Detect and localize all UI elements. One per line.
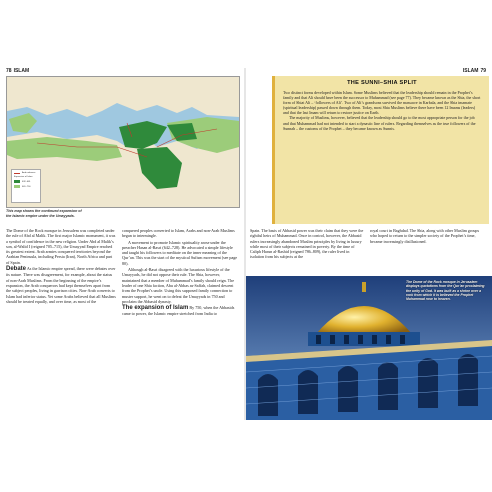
- legend-label: Expansion of Islam: [14, 176, 33, 178]
- paragraph: conquered peoples converted to Islam, Arabs and non-Arab Muslims began to intermingle.: [122, 228, 235, 239]
- section-heading-expansion: [122, 305, 188, 311]
- box-text: [283, 90, 481, 131]
- map-region-levant: [119, 121, 167, 149]
- right-page: [246, 68, 492, 420]
- legend-item: [14, 172, 38, 174]
- left-running-head: [6, 68, 29, 74]
- paragraph: Although al-Basri disagreed with the luxurious lifestyle of the Umayyads, he did not oppose their rule. The Shia, however, maintained that a member of Muhammad’s family should reign. The leader of one Shia faction, Abu al-Abbas as-Saffah, claimed descent from the Prophet’s uncle. Using this supposed family connection to muster support, he went on to defeat the Umayyads in 750 and proclaim the Abbasid dynasty.: [122, 267, 235, 304]
- legend-label: 661–750: [22, 185, 31, 188]
- box-title: THE SUNNI–SHIA SPLIT: [347, 80, 417, 86]
- map-legend: [11, 169, 41, 203]
- map-graphic: [7, 77, 239, 207]
- box-paragraph: The majority of Muslims, however, believed that the leadership should go to the most appropriate person for the job and that Muhammad had not intended to start a dynastic line of rulers. Regarding themselves as the true followers of the Sunnah – the customs of the Prophet – they became known as Sunnis.: [283, 115, 476, 131]
- box-paragraph: Two distinct forms developed within Islam. Some Muslims believed that the leadership should remain in the Prophet’s family and that Ali should have been the successor to Muhammad (see page 77). They became known as the Shia, the short form of Shiat Ali – ‘followers of Ali’. Two of Ali’s grandsons survived the massacre in Karbala, and the Shia imamate (spiritual leadership) passed down through them. Today, most Shia Muslims believe there have been 12 Imams (leaders) and that the last Imam will return to restore justice on Earth.: [283, 90, 481, 116]
- dome-finial: [362, 282, 366, 292]
- map-land-north: [7, 77, 239, 117]
- paragraph: Spain. The basis of Abbasid power was their claim that they were the rightful heirs of Muhammad. Once in control, however, the Abbasid rulers increasingly abandoned Muslim principles by living in luxury while most of their subjects remained in poverty. By the time of Caliph Harun al-Rashid (reigned 786–809), the ruler lived in isolation from his subjects at the: [250, 228, 364, 260]
- legend-swatch: [14, 185, 20, 188]
- left-running-title: ISLAM: [13, 68, 30, 74]
- section-heading-debate: Debate: [6, 266, 27, 273]
- paragraph: royal court in Baghdad. The Shia, along with other Muslim groups who hoped to return to the simpler society of the Prophet’s time, became increasingly disillusioned.: [370, 228, 480, 244]
- left-column-2: [122, 228, 238, 318]
- sunni-shia-box: [272, 76, 489, 224]
- legend-item: [14, 176, 38, 178]
- paragraph-text: As the Islamic empire spread, there were debates over its nature. There was disagreement, for example, about the status of non-Arab Muslims. From the beginning of the empire’s expansion, the Arab conquerors had kept themselves apart from the subject peoples, living in garrison cities. Non-Arab converts to Islam had inferior status. Yet some Arabs believed that all Muslims should be treated equally, and over time, as most of the: [6, 266, 116, 304]
- left-column-1: [6, 228, 116, 305]
- map-region-iraq: [167, 123, 197, 141]
- map-caption: This map shows the continued expansion of the Islamic empire under the Umayyads.: [6, 209, 82, 218]
- paragraph-text: By 750, when the Abbasids came to power, the Islamic empire stretched from India to: [122, 305, 235, 317]
- legend-label: Arab advance: [22, 172, 36, 174]
- legend-item: [14, 180, 38, 183]
- heading-part: The expansion of: [122, 305, 174, 312]
- photo-caption: The Dome of the Rock mosque in Jerusalem displays quotations from the Qur’an proclaiming the unity of God. It was built as a shrine over a rock from which it is believed the Prophet Muhammad rose to heaven.: [406, 280, 485, 302]
- right-running-title: ISLAM: [462, 68, 479, 74]
- legend-item: [14, 185, 38, 188]
- heading-part: Islam: [173, 305, 189, 312]
- left-page: [0, 68, 244, 420]
- paragraph: [6, 266, 116, 304]
- right-page-number: 79: [480, 68, 486, 74]
- right-running-head: [463, 68, 486, 74]
- left-page-number: 78: [6, 68, 12, 74]
- legend-swatch: [14, 180, 20, 183]
- paragraph: A movement to promote Islamic spirituality arose under the preacher Hasan al-Basri (642–728). He advocated a simple lifestyle and taught his followers to meditate on the inner meaning of the Qur’an. This was the start of the mystical Sufism movement (see page 80).: [122, 239, 238, 266]
- right-column-2: [370, 228, 486, 245]
- map-region-spain: [9, 113, 37, 133]
- legend-swatch: [14, 173, 20, 174]
- paragraph: The Dome of the Rock mosque in Jerusalem was completed under the rule of Abd al Malik. The first major Islamic monument, it was a symbol of confidence in the new religion. Under Abd al Malik’s son, al-Walid I (reigned 705–715), the Umayyad Empire reached its greatest extent. Arab armies conquered territories beyond the Arabian Peninsula, including Persia (Iran), North Africa and part of Spain.: [6, 228, 116, 265]
- expansion-map: [6, 76, 240, 208]
- legend-label: 632–661: [22, 180, 31, 183]
- paragraph: [122, 305, 238, 317]
- right-column-1: [250, 228, 364, 261]
